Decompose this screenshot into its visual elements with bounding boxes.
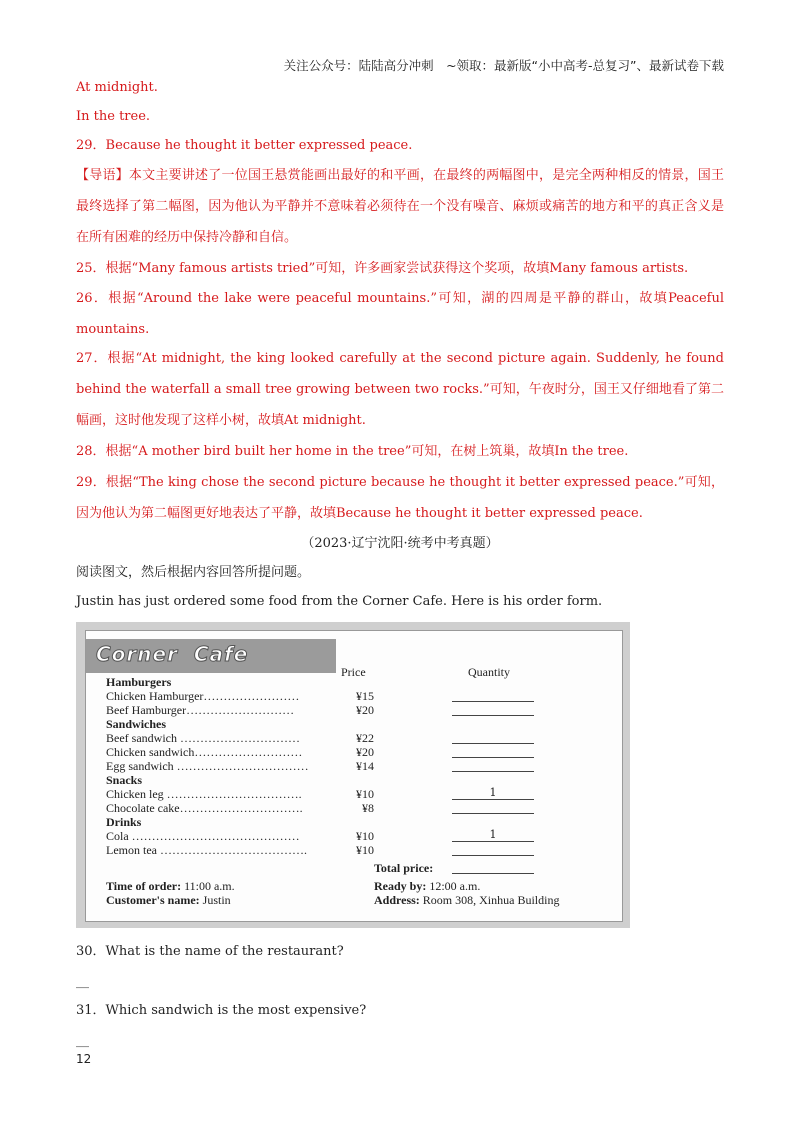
menu-price: ¥8: [362, 801, 374, 815]
menu-price: ¥14: [356, 759, 374, 773]
time-of-order: Time of order: 11:00 a.m.: [106, 879, 235, 893]
menu-item: Lemon tea ……………………………….: [106, 843, 307, 857]
menu-item: Beef Hamburger………………………: [106, 703, 295, 717]
total-price-field: [452, 861, 534, 874]
total-price-label: Total price:: [374, 861, 434, 875]
menu-item: Chicken sandwich………………………: [106, 745, 303, 759]
quantity-field: [452, 689, 534, 702]
quantity-field: [452, 731, 534, 744]
quantity-header: Quantity: [468, 665, 510, 679]
explanation-28: 28．根据“A mother bird built her home in the tree”可知，在树上筑巢，故填In the tree.: [76, 444, 629, 459]
menu-item: Egg sandwich ……………………………: [106, 759, 309, 773]
menu-item: Cola ……………………………………: [106, 829, 300, 843]
guide-paragraph: 【导语】本文主要讲述了一位国王悬赏能画出最好的和平画，在最终的两幅图中，是完全两种相反的情景，国王最终选择了第二幅图，因为他认为平静并不意味着必须待在一个没有噪音、麻烦或痛苦的地方和平的真正含义是在所有困难的经历中保持冷静和自信。: [76, 168, 724, 245]
section-snacks: Snacks: [106, 773, 143, 787]
page-header: 关注公众号：陆陆高分冲刺 ~领取：最新版“小中高考-总复习”、最新试卷下载: [283, 58, 724, 73]
quantity-field: [452, 843, 534, 856]
menu-price: ¥22: [356, 731, 374, 745]
menu-price: ¥15: [356, 689, 374, 703]
menu-price: ¥10: [356, 829, 374, 843]
question-source: （2023·辽宁沈阳·统考中考真题）: [301, 536, 499, 551]
section-hamburgers: Hamburgers: [106, 675, 172, 689]
quantity-field: [452, 745, 534, 758]
menu-item: Chicken leg …………………………….: [106, 787, 302, 801]
instruction: 阅读图文，然后根据内容回答所提问题。: [76, 565, 311, 580]
section-sandwiches: Sandwiches: [106, 717, 167, 731]
menu-item: Beef sandwich …………………………: [106, 731, 300, 745]
explanation-25: 25．根据“Many famous artists tried”可知，许多画家尝试获得这个奖项，故填Many famous artists.: [76, 261, 689, 276]
answer-blank-31: __: [76, 1033, 89, 1048]
explanation-29: 29．根据“The king chose the second picture because he thought it better expressed peace.”可知，因为他认为第二幅图更好地表达了平静，故填Because he thought it better expressed peace.: [76, 475, 724, 521]
menu-item: Chocolate cake………………………….: [106, 801, 303, 815]
order-form: [85, 630, 623, 922]
page-number: 12: [76, 1052, 92, 1066]
delivery-address: Address: Room 308, Xinhua Building: [374, 893, 560, 907]
menu-price: ¥10: [356, 843, 374, 857]
menu-price: ¥20: [356, 703, 374, 717]
question-31: 31．Which sandwich is the most expensive?: [76, 1003, 367, 1018]
explanation-27: 27．根据“At midnight, the king looked carefully at the second picture again. Suddenly, he found behind the waterfall a small tree growing between two rocks.”可知，午夜时分，国王又仔细地看了第二幅画，这时他发现了这样小树，故填At midnight.: [76, 351, 724, 428]
answer-27: At midnight.: [76, 80, 158, 95]
question-30: 30．What is the name of the restaurant?: [76, 944, 344, 959]
quantity-field: [452, 759, 534, 772]
menu-price: ¥10: [356, 787, 374, 801]
answer-28: In the tree.: [76, 109, 151, 124]
menu-price: ¥20: [356, 745, 374, 759]
section-drinks: Drinks: [106, 815, 142, 829]
order-form-image: [76, 622, 630, 928]
passage-intro: Justin has just ordered some food from the Corner Cafe. Here is his order form.: [76, 594, 603, 609]
quantity-field: 1: [452, 829, 534, 842]
answer-29: 29．Because he thought it better expressed peace.: [76, 138, 413, 153]
quantity-field: 1: [452, 787, 534, 800]
customer-name: Customer's name: Justin: [106, 893, 231, 907]
price-header: Price: [341, 665, 366, 679]
ready-by: Ready by: 12:00 a.m.: [374, 879, 481, 893]
corner-cafe-logo: Corner Cafe: [86, 639, 336, 673]
explanation-26: 26．根据“Around the lake were peaceful mountains.”可知，湖的四周是平静的群山，故填Peaceful mountains.: [76, 291, 724, 337]
quantity-field: [452, 703, 534, 716]
quantity-field: [452, 801, 534, 814]
answer-blank-30: __: [76, 974, 89, 989]
menu-item: Chicken Hamburger……………………: [106, 689, 300, 703]
